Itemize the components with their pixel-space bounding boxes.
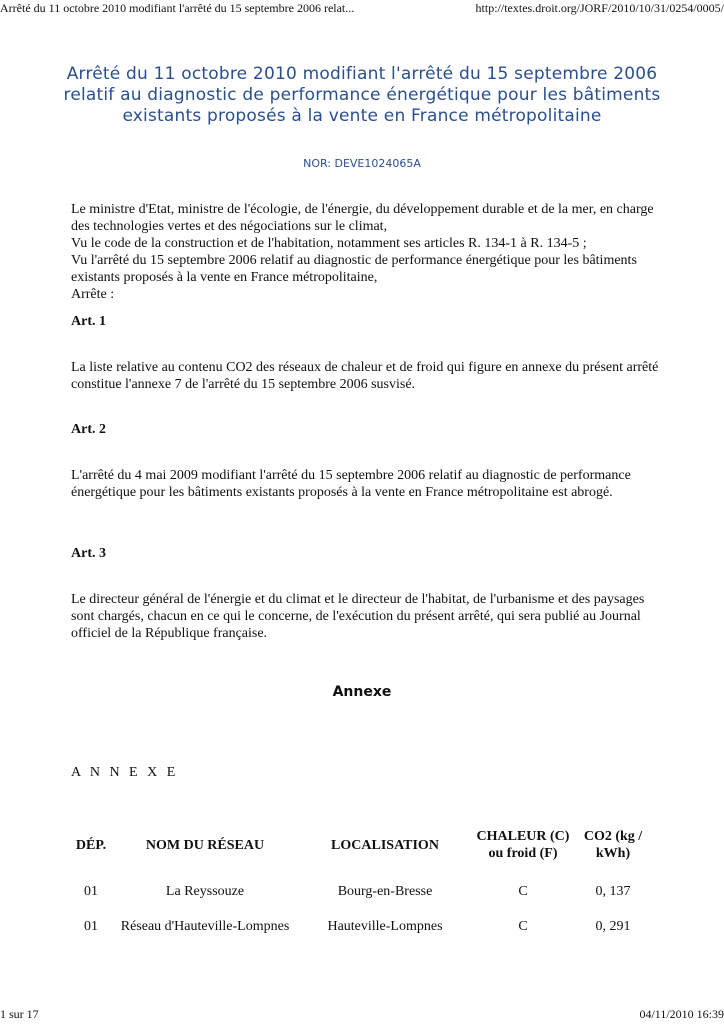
article-1-text: La liste relative au contenu CO2 des réseaux de chaleur et de froid qui figure en annexe du présent arrêté constitue l'annexe 7 de l'arrêté du 15 septembre 2006 susvisé. (71, 360, 659, 392)
table-row (68, 874, 654, 909)
article-2-text: L'arrêté du 4 mai 2009 modifiant l'arrêté du 15 septembre 2006 relatif au diagnostic de performance énergétique pour les bâtiments existants proposés à la vente en France métropolitaine est abrogé. (71, 468, 631, 500)
document-title: Arrêté du 11 octobre 2010 modifiant l'arrêté du 15 septembre 2006 relatif au diagnostic de performance énergétique pour les bâtiments existants proposés à la vente en France métropolitaine (63, 64, 661, 126)
cell-network-name: La Reyssouze (165, 884, 245, 899)
cell-co2: 0, 137 (595, 884, 631, 899)
article-2-heading: Art. 2 (71, 422, 106, 437)
cell-heat-cold: C (518, 919, 528, 934)
column-header-location: LOCALISATION (331, 837, 439, 853)
column-header-co2: CO2 (kg / kWh) (583, 829, 643, 861)
column-header-dep: DÉP. (75, 837, 107, 853)
article-3-text: Le directeur général de l'énergie et du climat et le directeur de l'habitat, de l'urbanisme et des paysages sont chargés, chacun en ce qui le concerne, de l'exécution du présent arrêté, qui sera publié au Journal officiel de la République française. (71, 592, 645, 641)
annex-table (68, 826, 654, 944)
article-1-heading: Art. 1 (71, 314, 106, 329)
cell-dep: 01 (84, 884, 98, 899)
print-header (0, 0, 724, 18)
cell-dep: 01 (84, 919, 98, 934)
preamble-line: Le ministre d'Etat, ministre de l'écologie, de l'énergie, du développement durable et de la mer, en charge des technologies vertes et des négociations sur le climat, (71, 202, 654, 234)
cell-location: Hauteville-Lompnes (327, 919, 443, 934)
print-header-title: Arrêté du 11 octobre 2010 modifiant l'arrêté du 15 septembre 2006 relat... (0, 1, 355, 15)
cell-network-name: Réseau d'Hauteville-Lompnes (120, 919, 290, 934)
table-row (68, 909, 654, 944)
print-header-url: http://textes.droit.org/JORF/2010/10/31/0254/0005/ (475, 1, 724, 15)
print-footer (0, 1006, 724, 1024)
preamble (71, 201, 661, 303)
column-header-heat-cold: CHALEUR (C) ou froid (F) (476, 829, 570, 861)
column-header-network-name: NOM DU RÉSEAU (145, 837, 265, 853)
cell-co2: 0, 291 (595, 919, 631, 934)
annex-label: A N N E X E (71, 765, 179, 780)
preamble-line: Arrête : (71, 287, 115, 302)
nor-reference: NOR: DEVE1024065A (303, 157, 421, 170)
article-3-heading: Art. 3 (71, 546, 106, 561)
preamble-line: Vu le code de la construction et de l'habitation, notamment ses articles R. 134-1 à R. 134-5 ; (71, 236, 587, 251)
preamble-line: Vu l'arrêté du 15 septembre 2006 relatif au diagnostic de performance énergétique pour les bâtiments existants proposés à la vente en France métropolitaine, (71, 253, 637, 285)
table-header-row (68, 826, 654, 874)
cell-location: Bourg-en-Bresse (337, 884, 433, 899)
cell-heat-cold: C (518, 884, 528, 899)
print-timestamp: 04/11/2010 16:39 (639, 1007, 724, 1021)
page-counter: 1 sur 17 (0, 1007, 39, 1021)
annex-title: Annexe (332, 684, 392, 700)
